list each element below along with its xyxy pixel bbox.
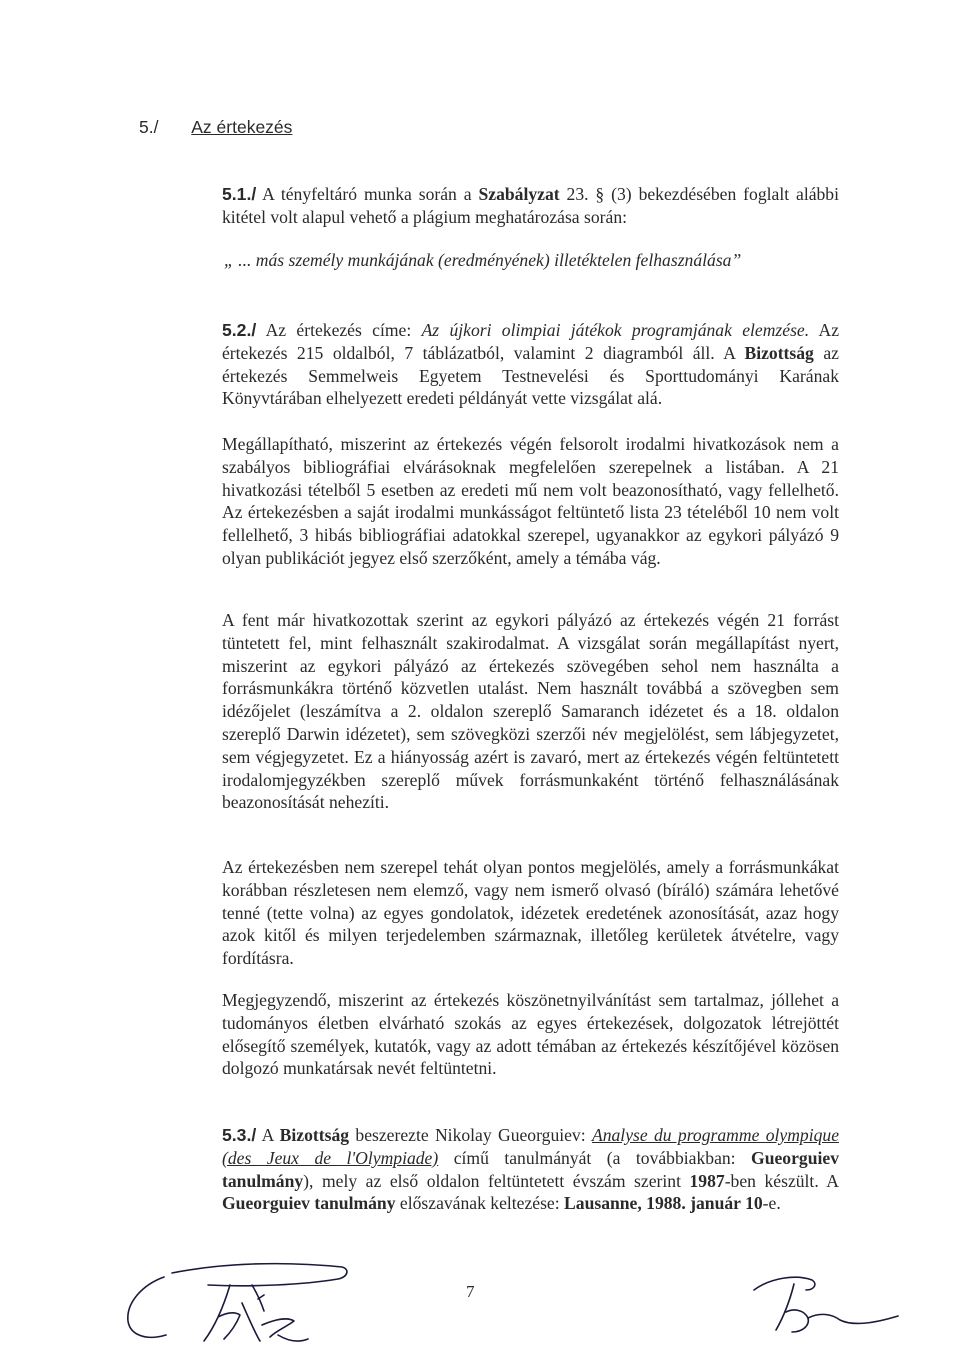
paragraph-sources: A fent már hivatkozottak szerint az egykori pályázó az értekezés végén 21 forrást tüntetett fel, mint felhasznált szakirodalmat. A vizsgálat során megállapítást nyert, miszerint az egykori pályázó az értekezés szövegében sehol nem használta a forrásmunkákra történő közvetlen utalást. Nem használt továbbá a szövegben sem idézőjelet (leszámítva a 2. oldalon szereplő Samaranch idézetet és a 18. oldalon szereplő Darwin idézetet), sem szövegközi szerzői név megjelölést, sem lábjegyzetet, sem végjegyzetet. Ez a hiányosság azért is zavaró, mert az értekezés végén feltüntetett irodalomjegyzékben szereplő művek forrásmunkaként történő felhasználásának beazonosítását nehezíti.	[222, 610, 839, 813]
section-title: Az értekezés	[191, 117, 293, 137]
paragraph-number: 5.2./	[222, 320, 257, 340]
quote: „ ... más személy munkájának (eredményének) illetéktelen felhasználása”	[224, 250, 742, 270]
paragraph-references: Megállapítható, miszerint az értekezés végén felsorolt irodalmi hivatkozások nem a szabályos bibliográfiai elvárásoknak megfelelően szerepelnek a listában. A 21 hivatkozási tételből 5 esetben az eredeti mű nem volt beazonosítható, vagy fellelhető. Az értekezésben a saját irodalmi munkásságot feltüntető lista 23 tételéből 10 nem volt fellelhető, 3 hibás bibliográfiai adatokkal szerepel, ugyanakkor az egykori pályázó 9 olyan publikációt jegyez első szerzőként, amely a témába vág.	[222, 434, 839, 568]
paragraph-number: 5.3./	[222, 1125, 257, 1145]
page-number: 7	[466, 1282, 475, 1301]
gueorguiev-title: Analyse du programme olympique (des Jeux de l'Olympiade)	[222, 1125, 839, 1168]
signature-right	[748, 1268, 908, 1338]
signature-left	[112, 1255, 362, 1350]
paragraph-5-3: 5.3./ A Bizottság beszerezte Nikolay Gueorguiev: Analyse du programme olympique (des Jeux de l'Olympiade) című tanulmányát (a továbbiakban: Gueorguiev tanulmány), mely az első oldalon feltüntetett évszám szerint 1987-ben készült. A Gueorguiev tanulmány előszavának keltezése: Lausanne, 1988. január 10-e.	[222, 1125, 839, 1214]
thesis-title: Az újkori olimpiai játékok programjának elemzése.	[421, 320, 810, 340]
paragraph-5-2: 5.2./ Az értekezés címe: Az újkori olimpiai játékok programjának elemzése. Az értekezés 215 oldalból, 7 táblázatból, valamint 2 diagramból áll. A Bizottság az értekezés Semmelweis Egyetem Testnevelési és Sporttudományi Karának Könyvtárában elhelyezett eredeti példányát vette vizsgálat alá.	[222, 320, 839, 409]
paragraph-acknowledgement: Megjegyzendő, miszerint az értekezés köszönetnyilvánítást sem tartalmaz, jóllehet a tudományos életben elvárható szokás az egyes értekezések, dolgozatok létrejöttét elősegítő személyek, kutatók, vagy az adott témában az értekezés készítőjével közösen dolgozó munkatársak nevét feltüntetni.	[222, 990, 839, 1079]
paragraph-number: 5.1./	[222, 184, 257, 204]
section-number: 5./	[139, 117, 159, 137]
paragraph-attribution: Az értekezésben nem szerepel tehát olyan pontos megjelölés, amely a forrásmunkákat korábban részletesen nem elemző, vagy nem ismerő olvasó (bíráló) számára lehetővé tenné (tette volna) az egyes gondolatok, idézetek eredetének azonosítását, azaz hogy azok kitől és milyen terjedelemben származnak, illetőleg kerületek átvételre, vagy fordításra.	[222, 857, 839, 969]
section-heading	[139, 116, 292, 138]
paragraph-5-1: 5.1./ A tényfeltáró munka során a Szabályzat 23. § (3) bekezdésében foglalt alábbi kitétel volt alapul vehető a plágium meghatározása során:	[222, 184, 839, 227]
